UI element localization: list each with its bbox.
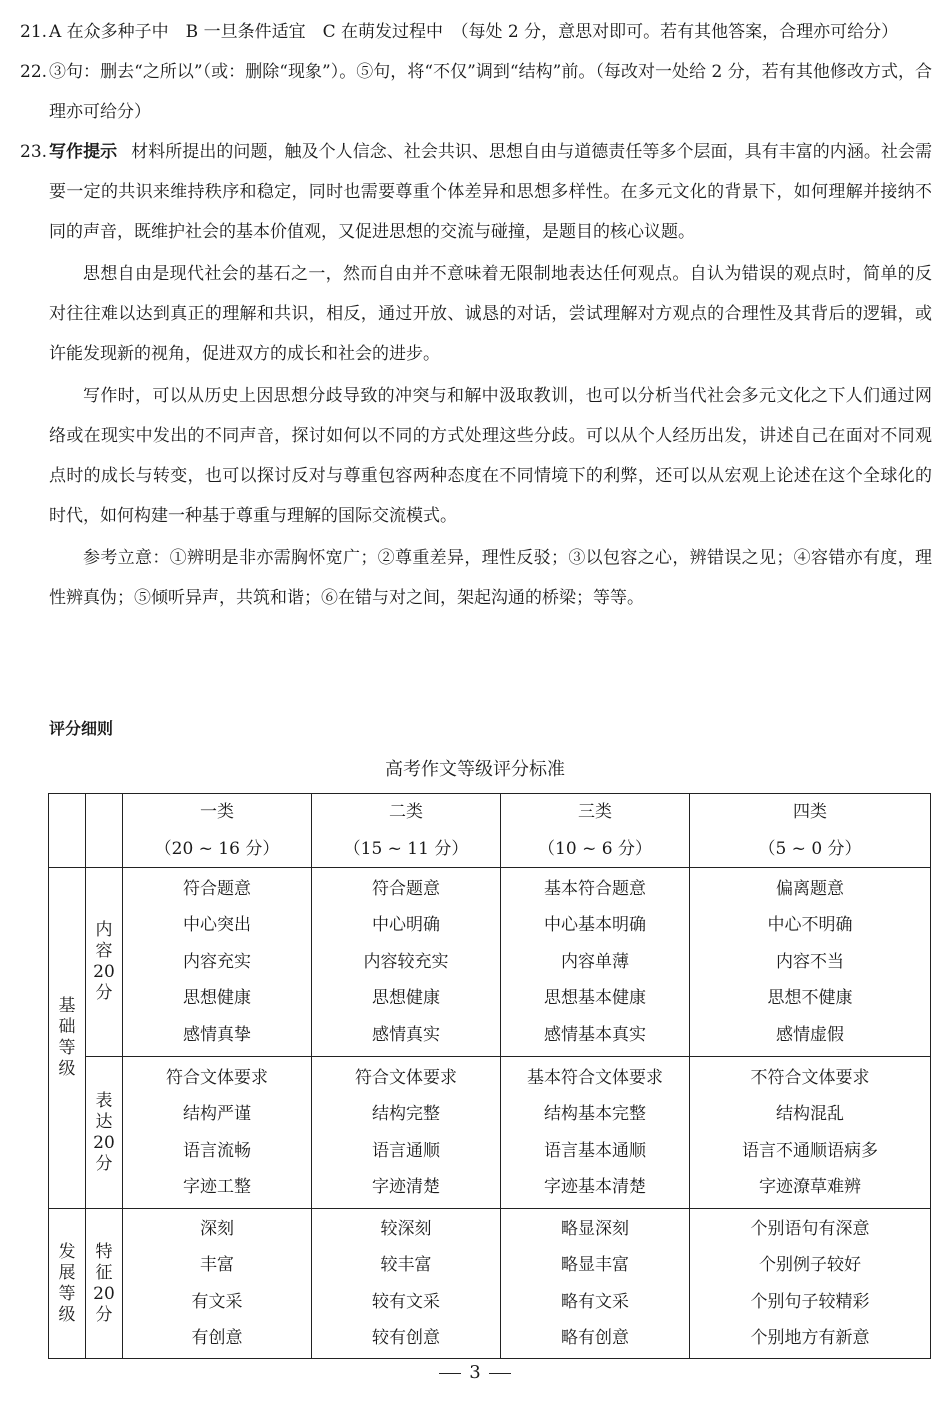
page-footer (0, 1362, 950, 1383)
writing-hint-paragraph-2: 思想自由是现代社会的基石之一，然而自由并不意味着无限制地表达任何观点。自认为错误的观点时，简单的反对往往难以达到真正的理解和共识，相反，通过开放、诚恳的对话，尝试理解对方观点的合理性及其背后的逻辑，或许能发现新的视角，促进双方的成长和社会的进步。 (49, 264, 932, 364)
feature-cell-3: 略显深刻 略显丰富 略有文采 略有创意 (501, 1209, 690, 1359)
column-header-2: 二类 （15 ~ 11 分） (312, 794, 501, 868)
header-row (49, 794, 931, 868)
content-cell-2: 符合题意 中心明确 内容较充实 思想健康 感情真实 (312, 868, 501, 1057)
answer-section (20, 12, 932, 618)
answer-21 (20, 12, 932, 52)
content-cell-3: 基本符合题意 中心基本明确 内容单薄 思想基本健康 感情基本真实 (501, 868, 690, 1057)
section-label: 评分细则 (49, 719, 114, 738)
column-header-3: 三类 （10 ~ 6 分） (501, 794, 690, 868)
group-basic: 基础等级 (49, 868, 86, 1209)
expression-cell-4: 不符合文体要求 结构混乱 语言不通顺语病多 字迹潦草难辨 (690, 1057, 931, 1209)
expression-cell-1: 符合文体要求 结构严谨 语言流畅 字迹工整 (123, 1057, 312, 1209)
sub-feature: 特征20分 (86, 1209, 123, 1359)
question-number: 22. (20, 62, 48, 82)
sub-expression: 表达20分 (86, 1057, 123, 1209)
answer-23 (20, 132, 932, 618)
grading-table (48, 793, 931, 1359)
feature-row (49, 1209, 931, 1359)
expression-row (49, 1057, 931, 1209)
feature-cell-4: 个别语句有深意 个别例子较好 个别句子较精彩 个别地方有新意 (690, 1209, 931, 1359)
reference-ideas: 参考立意：①辨明是非亦需胸怀宽广；②尊重差异，理性反驳；③以包容之心，辨错误之见；④容错亦有度，理性辨真伪；⑤倾听异声，共筑和谐；⑥在错与对之间，架起沟通的桥梁；等等。 (49, 548, 932, 608)
expression-cell-3: 基本符合文体要求 结构基本完整 语言基本通顺 字迹基本清楚 (501, 1057, 690, 1209)
writing-hint-paragraph-3: 写作时，可以从历史上因思想分歧导致的冲突与和解中汲取教训，也可以分析当代社会多元文化之下人们通过网络或在现实中发出的不同声音，探讨如何以不同的方式处理这些分歧。可以从个人经历出发，讲述自己在面对不同观点时的成长与转变，也可以探讨反对与尊重包容两种态度在不同情境下的利弊，还可以从宏观上论述在这个全球化的时代，如何构建一种基于尊重与理解的国际交流模式。 (49, 386, 932, 526)
page-number: 3 (469, 1362, 481, 1383)
content-cell-4: 偏离题意 中心不明确 内容不当 思想不健康 感情虚假 (690, 868, 931, 1057)
feature-cell-2: 较深刻 较丰富 较有文采 较有创意 (312, 1209, 501, 1359)
corner-cell (86, 794, 123, 868)
question-number: 23. (20, 142, 48, 162)
content-row (49, 868, 931, 1057)
answer-text: ③句：删去“之所以”（或：删除“现象”）。⑤句，将“不仅”调到“结构”前。（每改对一处给 2 分，若有其他修改方式，合理亦可给分） (49, 62, 932, 122)
column-header-1: 一类 （20 ~ 16 分） (123, 794, 312, 868)
content-cell-1: 符合题意 中心突出 内容充实 思想健康 感情真挚 (123, 868, 312, 1057)
sub-content: 内容20分 (86, 868, 123, 1057)
feature-cell-1: 深刻 丰富 有文采 有创意 (123, 1209, 312, 1359)
writing-hint-label: 写作提示 (49, 142, 118, 162)
answer-22 (20, 52, 932, 132)
writing-hint-paragraph-1: 写作提示 材料所提出的问题，触及个人信念、社会共识、思想自由与道德责任等多个层面，具有丰富的内涵。社会需要一定的共识来维持秩序和稳定，同时也需要尊重个体差异和思想多样性。在多元文化的背景下，如何理解并接纳不同的声音，既维护社会的基本价值观，又促进思想的交流与碰撞，是题目的核心议题。 (49, 142, 933, 242)
answer-text: A 在众多种子中 B 一旦条件适宜 C 在萌发过程中 （每处 2 分，意思对即可。若有其他答案，合理亦可给分） (49, 22, 899, 42)
dash-left (439, 1373, 461, 1374)
column-header-4: 四类 （5 ~ 0 分） (690, 794, 931, 868)
dash-right (489, 1373, 511, 1374)
table-title: 高考作文等级评分标准 (385, 759, 565, 780)
corner-cell (49, 794, 86, 868)
expression-cell-2: 符合文体要求 结构完整 语言通顺 字迹清楚 (312, 1057, 501, 1209)
group-develop: 发展等级 (49, 1209, 86, 1359)
question-number: 21. (20, 22, 48, 42)
